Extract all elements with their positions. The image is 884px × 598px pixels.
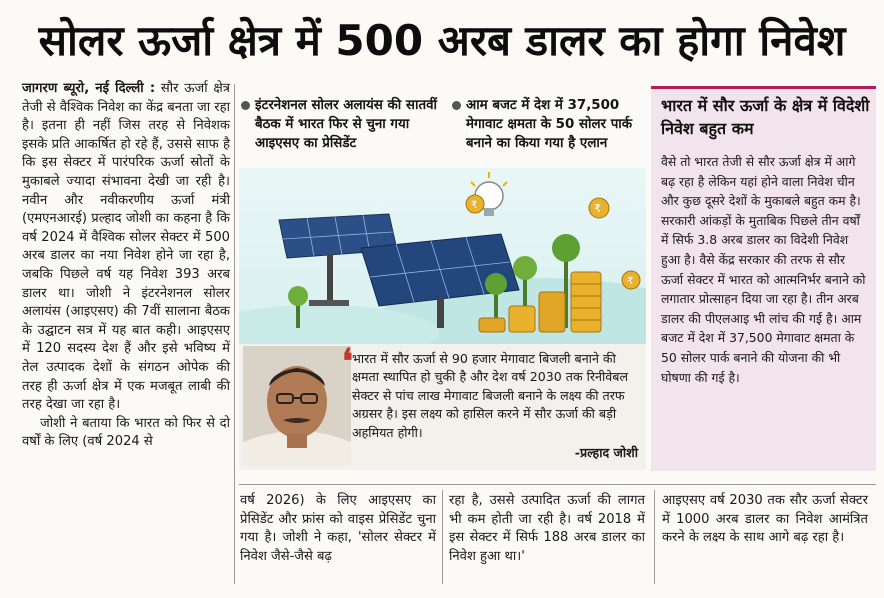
quote-attribution: -प्रल्हाद जोशी [574,445,638,460]
bullet-text: आम बजट में देश में 37,500 मेगावाट क्षमता के 50 सोलर पार्क बनाने का किया गया है एलान [466,98,633,151]
quote-text: भारत में सौर ऊर्जा से 90 हजार मेगावाट बिजली बनाने की क्षमता स्थापित हो चुकी है और देश वर्ष 2030 तक रिनीवेबल सेक्टर से पांच लाख मेगावाट बिजली बनाने के लक्ष्य की तरफ अग्रसर है। इस लक्ष्य को हासिल करने में सौर ऊर्जा की बड़ी अहमियत होगी। [352,351,629,440]
bottom-column-2: रहा है, उससे उत्पादित ऊर्जा की लागत भी कम होती जा रही है। वर्ष 2018 में इस सेक्टर में सिर्फ 188 अरब डालर का निवेश हुआ था।' [449,493,645,564]
rupee-symbol: ₹ [471,200,478,211]
rupee-symbol: ₹ [627,276,634,287]
rupee-symbol: ₹ [594,202,601,215]
bullet-text: इंटरनेशनल सोलर अलायंस की सातवीं बैठक में भारत फिर से चुना गया आइएसए का प्रेसिडेंट [255,98,437,151]
bullet-item [452,96,648,153]
solar-investment-illustration [239,168,646,344]
left-para-1 [22,80,230,415]
bottom-column-1: वर्ष 2026) के लिए आइएसए का प्रेसिडेंट और फ्रांस को वाइस प्रेसिडेंट चुना गया है। जोशी ने कहा, 'सोलर सेक्टर में निवेश जैसे-जैसे बढ़ [240,493,436,564]
bullet-dot-icon [241,101,250,110]
column-rule-bottom-1 [442,490,443,584]
bottom-column-3: आइएसए वर्ष 2030 तक सौर ऊर्जा सेक्टर में 1000 अरब डालर का निवेश आमंत्रित करने के लक्ष्य के साथ आगे बढ़ रहा है। [662,493,868,546]
column-rule-bottom-2 [654,490,655,584]
dateline: जागरण ब्यूरो, नई दिल्ली : [22,81,156,96]
quote-mark-icon: ❛ [342,342,353,382]
left-para-2: जोशी ने बताया कि भारत को फिर से दो वर्षों के लिए (वर्ष 2024 से [22,415,230,450]
bullet-2-box [452,96,648,153]
solar-illustration-svg [239,168,646,344]
bullet-dot-icon [452,101,461,110]
portrait-icon [243,346,351,466]
bullet-1-box [241,96,441,153]
left-article-column [22,80,230,452]
bottom-section-rule [239,484,876,485]
bullet-item [241,96,441,153]
minister-portrait [243,346,351,466]
column-rule-left [234,84,235,584]
left-para-1-text: सौर ऊर्जा क्षेत्र तेजी से वैश्विक निवेश का केंद्र बनता जा रहा है। इतना ही नहीं जिस तरह से निवेशक इसके प्रति आकर्षित हो रहे हैं, उससे साफ है कि इस सेक्टर में पारंपरिक ऊर्जा स्रोतों के मुकाबले ज्यादा संभावना देखी जा रही है। नवीन और नवीकरणीय ऊर्जा मंत्री (एमएनआरई) प्रल्हाद जोशी का कहना है कि वर्ष 2024 में वैश्विक सोलर सेक्टर में 500 अरब डालर का नया निवेश होने जा रहा है, जबकि पिछले वर्ष यह निवेश 393 अरब डालर था। जोशी ने इंटरनेशनल सोलर अलायंस (आइएसए) की 7वीं सालाना बैठक के उद्घाटन सत्र में यह बात कही। आइएसए में 120 सदस्य देश हैं और इसे भविष्य में तेल उत्पादक देशों के संगठन ओपेक की तरह ही ऊर्जा क्षेत्र में एक मजबूत लाबी की तरह देखा जा रहा है। [22,81,231,413]
sidebar-body: वैसे तो भारत तेजी से सौर ऊर्जा क्षेत्र में आगे बढ़ रहा है लेकिन यहां होने वाला निवेश चीन और कुछ दूसरे देशों के मुकाबले बहुत कम है। सरकारी आंकड़ों के मुताबिक पिछले तीन वर्षों में सिर्फ 3.8 अरब डालर का विदेशी निवेश हुआ है। वैसे केंद्र सरकार की तरफ से सौर ऊर्जा सेक्टर में भारत को आत्मनिर्भर बनाने को लगातार प्रोत्साहन दिया जा रहा है। तीन अरब डालर की पीएलआइ भी लांच की गई है। आम बजट में देश में 37,500 मेगावाट क्षमता के 50 सोलर पार्क बनाने की योजना की भी घोषणा की गई है। [661,154,866,385]
headline: सोलर ऊर्जा क्षेत्र में 500 अरब डालर का होगा निवेश [38,16,846,65]
sidebar-title: भारत में सौर ऊर्जा के क्षेत्र में विदेशी निवेश बहुत कम [661,96,870,138]
